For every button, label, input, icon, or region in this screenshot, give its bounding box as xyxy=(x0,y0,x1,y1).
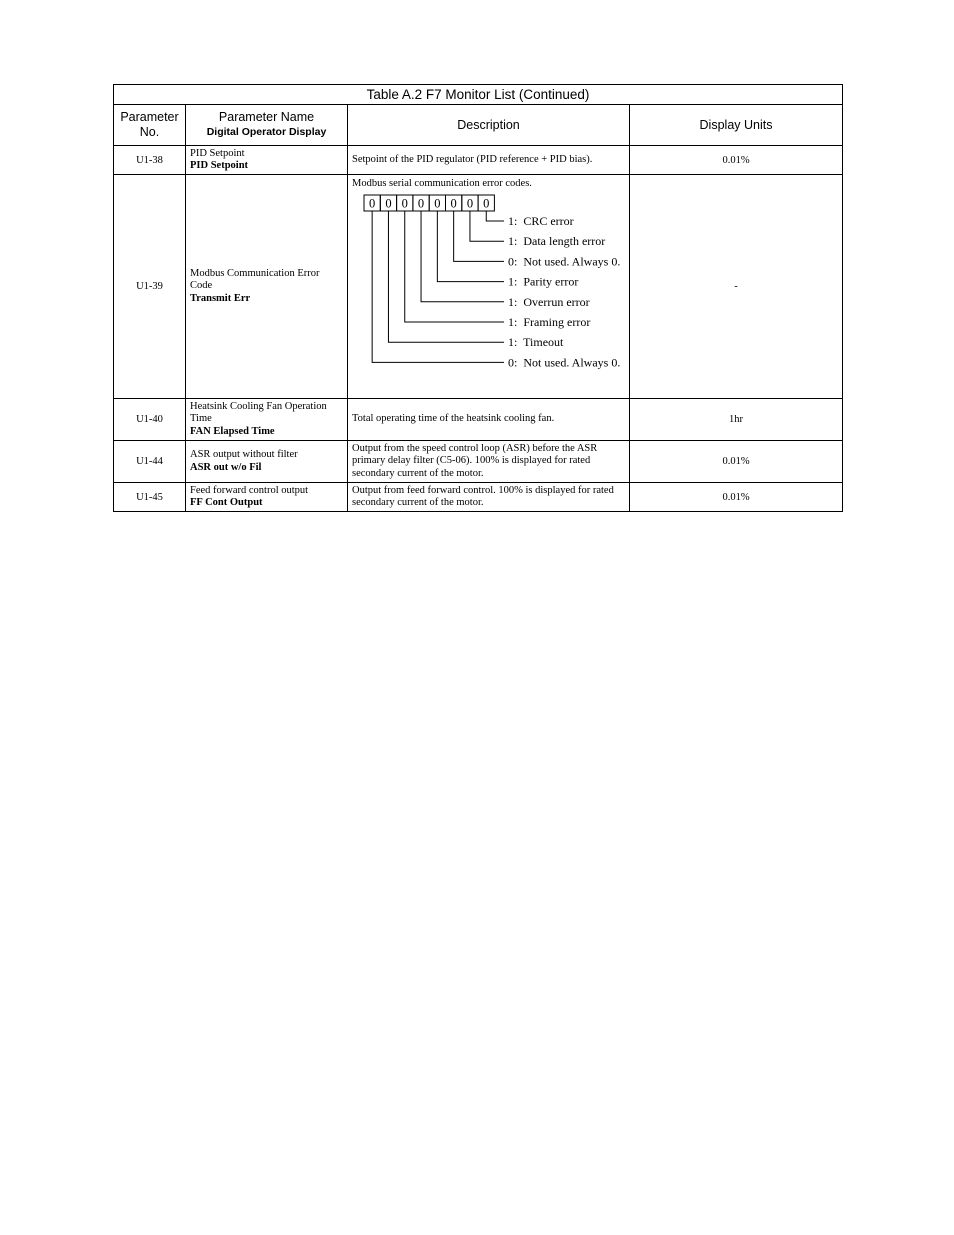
param-no: U1-40 xyxy=(114,399,186,441)
table-row xyxy=(114,146,843,175)
param-description-text: Modbus serial communication error codes. xyxy=(352,178,532,189)
table-row xyxy=(114,399,843,441)
param-description: Setpoint of the PID regulator (PID reference + PID bias). xyxy=(348,146,630,175)
param-description: Output from the speed control loop (ASR) before the ASR primary delay filter (C5-06). 100% is displayed for rated secondary current of the motor. xyxy=(348,441,630,483)
param-no: U1-38 xyxy=(114,146,186,175)
display-units: - xyxy=(630,175,843,399)
param-name: ASR output without filter xyxy=(190,449,298,460)
param-name: PID Setpoint xyxy=(190,147,245,159)
bit-value: 0 xyxy=(401,196,408,211)
monitor-list-table xyxy=(113,84,843,512)
bit-label: 1: Data length error xyxy=(508,234,606,249)
param-description: Output from feed forward control. 100% is displayed for rated secondary current of the motor. xyxy=(348,483,630,512)
operator-display: Transmit Err xyxy=(190,292,251,304)
bit-value: 0 xyxy=(369,196,376,211)
param-name-cell xyxy=(186,146,348,175)
bit-value: 0 xyxy=(417,196,425,211)
bit-value: 0 xyxy=(483,196,490,211)
bit-label: 0: Not used. Always 0. xyxy=(508,254,621,269)
error-code-bit-diagram xyxy=(352,193,626,383)
header-param-name xyxy=(186,105,348,146)
header-param-name-sub: Digital Operator Display xyxy=(206,126,327,138)
display-units: 0.01% xyxy=(630,441,843,483)
param-description xyxy=(348,175,630,399)
bit-label: 1: CRC error xyxy=(508,214,574,228)
table-caption: Table A.2 F7 Monitor List (Continued) xyxy=(114,85,843,105)
bit-value: 0 xyxy=(466,196,474,211)
param-no: U1-44 xyxy=(114,441,186,483)
table-row xyxy=(114,175,843,399)
bit-value: 0 xyxy=(434,196,441,211)
bit-leader-line xyxy=(405,211,504,322)
param-description: Total operating time of the heatsink cooling fan. xyxy=(348,399,630,441)
bit-leader-line xyxy=(470,211,504,241)
bit-value: 0 xyxy=(450,196,457,211)
bit-leader-line xyxy=(454,211,504,261)
header-param-no: Parameter No. xyxy=(114,105,186,146)
param-name: Modbus Communication Error Code xyxy=(190,267,320,292)
operator-display: PID Setpoint xyxy=(190,160,249,171)
table-row xyxy=(114,441,843,483)
param-name-cell xyxy=(186,441,348,483)
bit-leader-line xyxy=(437,211,504,282)
display-units: 0.01% xyxy=(630,146,843,175)
operator-display: FF Cont Output xyxy=(190,497,263,508)
bit-leader-line xyxy=(421,211,504,302)
param-no: U1-45 xyxy=(114,483,186,512)
param-no: U1-39 xyxy=(114,175,186,399)
bit-leader-line xyxy=(486,211,504,221)
table-row xyxy=(114,483,843,512)
bit-leader-line xyxy=(372,211,504,362)
param-name: Feed forward control output xyxy=(190,484,309,496)
operator-display: FAN Elapsed Time xyxy=(190,425,275,437)
header-description: Description xyxy=(348,105,630,146)
operator-display: ASR out w/o Fil xyxy=(190,461,262,473)
param-name-cell xyxy=(186,483,348,512)
bit-label: 1: Timeout xyxy=(508,335,564,350)
display-units: 0.01% xyxy=(630,483,843,512)
display-units: 1hr xyxy=(630,399,843,441)
bit-value: 0 xyxy=(385,196,392,211)
param-name: Heatsink Cooling Fan Operation Time xyxy=(190,400,327,425)
param-name-cell xyxy=(186,175,348,399)
header-display-units: Display Units xyxy=(630,105,843,146)
bit-label: 1: Framing error xyxy=(508,315,591,329)
bit-label: 1: Overrun error xyxy=(508,294,590,309)
param-name-cell xyxy=(186,399,348,441)
header-row xyxy=(114,105,843,146)
bit-label: 0: Not used. Always 0. xyxy=(508,355,621,370)
header-param-name-label: Parameter Name xyxy=(218,110,315,124)
bit-label: 1: Parity error xyxy=(508,274,579,289)
bit-leader-line xyxy=(388,211,504,342)
